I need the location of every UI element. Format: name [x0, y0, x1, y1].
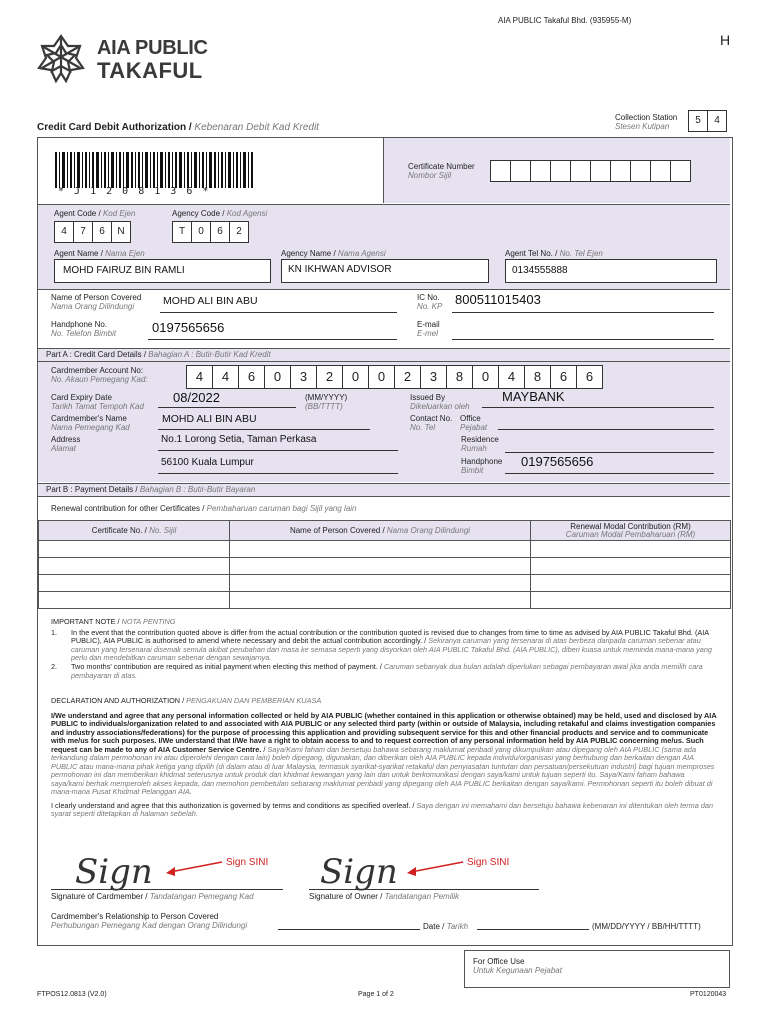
ic-label: IC No. No. KP — [417, 293, 443, 311]
agent-code-digit[interactable]: 7 — [74, 221, 93, 243]
barcode-image — [55, 152, 255, 188]
renewal-label: Renewal contribution for other Certificates / Pembaharuan caruman bagi Sijil yang lain — [51, 504, 357, 513]
expiry-value[interactable]: 08/2022 — [173, 390, 220, 405]
table-row — [39, 541, 731, 558]
agency-code-digit[interactable]: 2 — [230, 221, 249, 243]
agent-code-digit[interactable]: 4 — [54, 221, 74, 243]
collection-station-en: Collection Station — [615, 113, 678, 122]
office-use-en: For Office Use — [473, 957, 525, 966]
agency-name-field[interactable]: KN IKHWAN ADVISOR — [281, 259, 489, 283]
owner-signature-label: Signature of Owner / Tandatangan Pemilik — [309, 892, 460, 901]
address-line1[interactable]: No.1 Lorong Setia, Taman Perkasa — [161, 434, 317, 445]
table-header — [39, 521, 731, 541]
office-use-box — [464, 950, 730, 988]
underline — [158, 473, 398, 474]
underline — [505, 473, 714, 474]
certificate-digit[interactable] — [651, 160, 671, 182]
important-notes: IMPORTANT NOTE / NOTA PENTING 1. In the event that the contribution quoted above is differ from the actual contribution or the contribution quoted is revised due to changes from time to time as advised by AIA PUBLIC Takaful Bhd. (AIA PUBLIC), AIA PUBLIC is authorised to amend where necessary and debit the actual contribution accordingly. / Sekiranya caruman yang tersenarai di atas berbeza daripada caruman sebenar atau caruman yang tersenarai disemak semula akibat perubahan dari masa ke semasa seperti yang disyorkan oleh AIA PUBLIC Takaful Bhd. (AIA PUBLIC), diberi kuasa untuk meminda mana-mana yang perlu dan mendebitkan caruman sebenar dengan sewajarnya. 2. Two months' contribution are required as initial payment when electing this method of payment. / Caruman sebanyak dua bulan adalah diperlukan sebagai pembayaran awal jika anda memilih cara pembayaran di atas. — [51, 618, 717, 680]
account-digit[interactable]: 8 — [447, 365, 473, 389]
agency-code-cells — [172, 221, 249, 243]
table-cell[interactable] — [39, 558, 230, 575]
account-digit[interactable]: 4 — [499, 365, 525, 389]
table-cell[interactable] — [230, 575, 531, 592]
title-ms: Kebenaran Debit Kad Kredit — [194, 122, 319, 133]
account-digit[interactable]: 3 — [291, 365, 317, 389]
table-cell[interactable] — [230, 541, 531, 558]
arrow-left-icon — [164, 858, 224, 878]
address-label: Address Alamat — [51, 435, 81, 453]
table-cell[interactable] — [230, 592, 531, 609]
account-digit[interactable]: 3 — [421, 365, 447, 389]
table-cell[interactable] — [39, 541, 230, 558]
underline — [482, 407, 714, 408]
address-line2[interactable]: 56100 Kuala Lumpur — [161, 457, 254, 468]
account-digit[interactable]: 4 — [213, 365, 239, 389]
underline — [452, 312, 714, 313]
agent-code-cells — [54, 221, 131, 243]
issued-by-label: Issued By Dikeluarkan oleh — [410, 393, 470, 411]
agency-code-digit[interactable]: T — [172, 221, 192, 243]
table-cell[interactable] — [39, 575, 230, 592]
ic-value[interactable]: 800511015403 — [455, 292, 541, 307]
account-digit[interactable]: 8 — [525, 365, 551, 389]
company-line: AIA PUBLIC Takaful Bhd. (935955-M) — [498, 16, 632, 25]
account-label: Cardmember Account No: No. Akaun Pemegang Kad: — [51, 366, 148, 384]
certificate-digit[interactable] — [511, 160, 531, 182]
account-digit[interactable]: 0 — [473, 365, 499, 389]
owner-signature-line — [309, 889, 539, 890]
contact-label: Contact No. No. Tel — [410, 414, 453, 432]
table-row — [39, 558, 731, 575]
person-name-value[interactable]: MOHD ALI BIN ABU — [163, 295, 258, 307]
agent-name-field[interactable]: MOHD FAIRUZ BIN RAMLI — [54, 259, 271, 283]
certificate-label-ms: Nombor Sijil — [408, 171, 452, 180]
account-digit[interactable]: 6 — [551, 365, 577, 389]
certificate-label-en: Certificate Number — [408, 162, 475, 171]
certificate-number-cells — [490, 160, 691, 182]
account-digit[interactable]: 0 — [265, 365, 291, 389]
agent-tel-field[interactable]: 0134555888 — [505, 259, 717, 283]
barcode-text: * J 1 2 0 8 1 3 6 * — [58, 186, 211, 197]
certificate-label — [408, 162, 475, 180]
agent-code-label: Agent Code / Kod Ejen — [54, 209, 136, 218]
date-format: (MM/DD/YYYY / BB/HH/TTTT) — [592, 922, 701, 931]
cardmember-name-label: Cardmember's Name Nama Pemegang Kad — [51, 414, 130, 432]
account-number-cells — [186, 365, 603, 389]
table-cell[interactable] — [531, 558, 731, 575]
agency-code-label: Agency Code / Kod Agensi — [172, 209, 268, 218]
office-phone-field[interactable] — [498, 429, 714, 430]
account-digit[interactable]: 0 — [369, 365, 395, 389]
collection-station-ms: Stesen Kutipan — [615, 122, 670, 131]
logo-line1: AIA PUBLIC — [97, 37, 208, 59]
cardmember-signature-label: Signature of Cardmember / Tandatangan Pemegang Kad — [51, 892, 254, 901]
note-1: 1. In the event that the contribution quoted above is differ from the actual contribution or the contribution quoted is revised due to changes from time to time as advised by AIA PUBLIC Takaful Bhd. (AIA PUBLIC), AIA PUBLIC is authorised to amend where necessary and debit the actual contribution accordingly. / Sekiranya caruman yang tersenarai di atas berbeza daripada caruman sebenar atau caruman yang tersenarai disemak semula akibat perubahan dari masa ke semasa seperti yang disyorkan oleh AIA PUBLIC Takaful Bhd. (AIA PUBLIC), diberi kuasa untuk meminda mana-mana yang perlu dan mendebitkan caruman sebenar dengan sewajarnya. — [51, 627, 712, 663]
table-cell[interactable] — [531, 541, 731, 558]
cardmember-name-value[interactable]: MOHD ALI BIN ABU — [162, 413, 257, 425]
account-digit[interactable]: 6 — [577, 365, 603, 389]
table-cell[interactable] — [531, 592, 731, 609]
table-row — [39, 592, 731, 609]
account-digit[interactable]: 4 — [186, 365, 213, 389]
certificate-digit[interactable] — [490, 160, 511, 182]
person-name-label: Name of Person Covered Nama Orang Dilindungi — [51, 293, 142, 311]
underline — [158, 429, 370, 430]
aia-logo — [35, 33, 215, 83]
underline — [158, 407, 296, 408]
issued-by-value[interactable]: MAYBANK — [502, 389, 565, 404]
footer-left: FTPOS12.0813 (V2.0) — [37, 991, 107, 998]
residence-label: Residence Rumah — [461, 435, 499, 453]
part-b-header: Part B : Payment Details / Bahagian B : Butir-Butir Bayaran — [38, 483, 730, 497]
col-certificate-no: Certificate No. / No. Sijil — [39, 521, 230, 541]
residence-phone-field[interactable] — [505, 452, 714, 453]
relationship-label: Cardmember's Relationship to Person Covered Perhubungan Pemegang Kad dengan Orang Dilindungi — [51, 912, 248, 930]
relationship-field[interactable] — [278, 929, 420, 930]
cardmember-signature-line — [51, 889, 283, 890]
logo-line2: TAKAFUL — [97, 58, 203, 83]
expiry-format: (MM/YYYY) (BB/TTTT) — [305, 393, 348, 411]
footer-right: PT0120043 — [690, 991, 727, 998]
note-2: 2. Two months' contribution are required as initial payment when electing this method of payment. / Caruman sebanyak dua bulan adalah diperlukan sebagai pembayaran awal jika anda memilih cara pembayaran di atas. — [51, 661, 703, 680]
agent-name-label: Agent Name / Nama Ejen — [54, 249, 145, 258]
aia-star-icon — [35, 33, 87, 85]
agent-code-digit[interactable]: 6 — [93, 221, 112, 243]
cardmember-signature[interactable]: Sign — [75, 852, 153, 892]
account-digit[interactable]: 0 — [343, 365, 369, 389]
divider — [38, 289, 730, 290]
certificate-digit[interactable] — [531, 160, 551, 182]
agent-code-digit[interactable]: N — [112, 221, 131, 243]
person-phone-value[interactable]: 0197565656 — [152, 320, 225, 335]
email-field[interactable] — [452, 339, 714, 340]
page-title: Credit Card Debit Authorization / Kebenaran Debit Kad Kredit — [37, 122, 319, 133]
account-digit[interactable]: 6 — [239, 365, 265, 389]
collection-station-cells — [688, 110, 727, 132]
date-label: Date / Tarikh — [423, 922, 469, 931]
certificate-digit[interactable] — [671, 160, 691, 182]
arrow-left-icon — [405, 858, 465, 878]
corner-letter: H — [720, 32, 731, 48]
table-cell[interactable] — [230, 558, 531, 575]
date-field[interactable] — [477, 929, 589, 930]
underline — [158, 450, 398, 451]
account-digit[interactable]: 2 — [395, 365, 421, 389]
part-a-header: Part A : Credit Card Details / Bahagian A : Butir-Butir Kad Kredit — [38, 348, 730, 362]
agent-tel-label: Agent Tel No. / No. Tel Ejen — [505, 249, 603, 258]
col-renewal-contribution: Renewal Modal Contribution (RM) Caruman Modal Pembaharuan (RM) — [531, 521, 731, 541]
collection-station-label — [615, 113, 677, 131]
certificate-digit[interactable] — [631, 160, 651, 182]
agency-code-digit[interactable]: 0 — [192, 221, 211, 243]
certificate-table — [38, 520, 731, 609]
office-use-ms: Untuk Kegunaan Pejabat — [473, 966, 562, 975]
table-cell[interactable] — [39, 592, 230, 609]
office-label: Office Pejabat — [460, 414, 488, 432]
underline — [160, 312, 397, 313]
table-cell[interactable] — [531, 575, 731, 592]
owner-signature[interactable]: Sign — [320, 852, 398, 892]
certificate-digit[interactable] — [591, 160, 611, 182]
sign-hint-right: Sign SINI — [467, 857, 510, 868]
agency-code-digit[interactable]: 6 — [211, 221, 230, 243]
underline — [148, 339, 397, 340]
title-en: Credit Card Debit Authorization — [37, 122, 187, 133]
declaration: DECLARATION AND AUTHORIZATION / PENGAKUAN DAN PEMBERIAN KUASA I/We understand and agree that any personal information collected or held by AIA PUBLIC (whether contained in this application or otherwise obtained) may be held, used and disclosed by AIA PUBLIC to individuals/organization related to and associated with AIA PUBLIC or any selected third party (within or outside of Malaysia, including retakaful and claims investigation companies and industry associations/federations) for the purpose of processing this application and providing subsequent service for this and other financial products and service and to communicate with me/us for such purposes. I/We understand that I/We have a right to obtain access to and to request correction of any personal information held by AIA PUBLIC concerning me/us. Such request can be made to any of AIA Customer Service Centre. / Saya/Kami faham dan bersetuju bahawa sebarang maklumat peribadi yang dikumpulkan atau dipegang oleh AIA PUBLIC (sama ada terkandung dalam permohonan ini atau diperolehi dengan cara lain) boleh dipegang, digunakan, dan diberikan oleh AIA PUBLIC kepada individu/organisasi yang berhubung dan berkaitan dengan AIA PUBLIC atau mana-mana pihak ketiga yang dipilih (di dalam atau di luar Malaysia, termasuk syarikat-syarikat retakaful dan penyiasatan tuntutan dan persatuan/persekutuan industri) bagi tujuan memproses permohonan ini dan memberikan khidmat seterusnya untuk produk dan khidmat kewangan yang lain dan untuk berkomunikasi dengan saya/kami untuk tujuan seperti itu. Saya/Kami faham bahawa saya/kami berhak memperoleh akses kepada, dan memohon pembetulan sebarang maklumat peribadi yang dipegang oleh AIA PUBLIC berkaitan dengan saya/kami. Permohonan seperti itu boleh dibuat di mana-mana Pusat Khidmat Pelanggan AIA. I clearly understand and agree that this authorization is governed by terms and conditions as specified overleaf. / Saya dengan ini memahami dan bersetuju bahawa kebenaran ini ditentukan oleh terma dan syarat seperti ditetapkan di halaman sebelah. — [51, 696, 717, 819]
person-phone-label: Handphone No. No. Telefon Bimbit — [51, 320, 117, 338]
agency-name-label: Agency Name / Nama Agensi — [281, 249, 386, 258]
handphone-label: Handphone Bimbit — [461, 457, 503, 475]
expiry-label: Card Expiry Date Tarikh Tamat Tempoh Kad — [51, 393, 144, 411]
table-row — [39, 575, 731, 592]
handphone-value[interactable]: 0197565656 — [521, 454, 594, 469]
account-digit[interactable]: 2 — [317, 365, 343, 389]
email-label: E-mail E-mel — [417, 320, 440, 338]
certificate-digit[interactable] — [551, 160, 571, 182]
col-person-name: Name of Person Covered / Nama Orang Dilindungi — [230, 521, 531, 541]
station-digit[interactable]: 4 — [708, 110, 727, 132]
sign-hint-left: Sign SINI — [226, 857, 269, 868]
station-digit[interactable]: 5 — [688, 110, 708, 132]
footer-center: Page 1 of 2 — [358, 991, 394, 998]
certificate-digit[interactable] — [611, 160, 631, 182]
certificate-digit[interactable] — [571, 160, 591, 182]
